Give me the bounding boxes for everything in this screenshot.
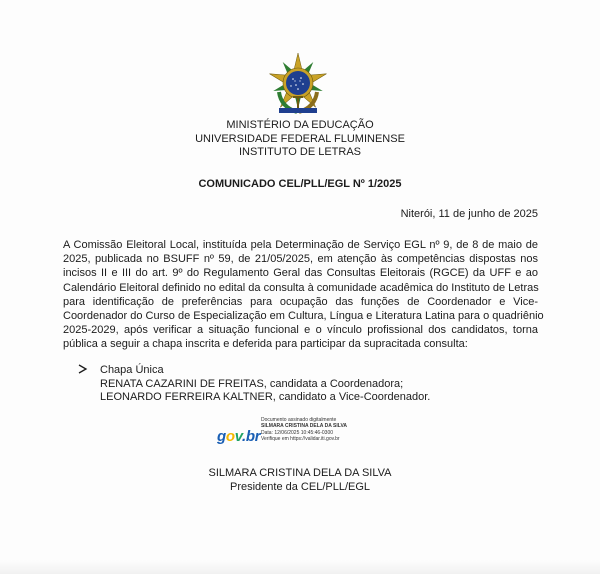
document-title: COMUNICADO CEL/PLL/EGL Nº 1/2025 [198, 178, 402, 190]
ministry-name: MINISTÉRIO DA EDUCAÇÃO [226, 119, 374, 131]
body-line: pública a seguir a chapa inscrita e deferida para participar da supracitada consulta: [63, 338, 468, 351]
document-date: Niterói, 11 de junho de 2025 [400, 208, 538, 220]
body-line: incisos II e III do art. 9º do Regulamento Geral das Consultas Eleitorais (RGCE) da UFF e ao [63, 267, 538, 280]
institute-name: INSTITUTO DE LETRAS [238, 146, 362, 158]
body-line: 2025, publicada no BSUFF nº 59, de 21/05/2025, em atenção às competências dispostas nos [63, 253, 538, 266]
university-name: UNIVERSIDADE FEDERAL FLUMINENSE [195, 132, 405, 145]
body-line: para identificação de preferências para ocupação das funções de Coordenador e Vice- [63, 295, 538, 308]
body-line: Calendário Eleitoral definido no edital da consulta à comunidade acadêmica do Instituto de Letras [63, 281, 539, 294]
signature-caption: Documento assinado digitalmente [261, 417, 337, 423]
signatory-role: Presidente da CEL/PLL/EGL [229, 481, 371, 493]
chapa-label: Chapa Única [100, 364, 164, 376]
govbr-logo: gov.br [217, 428, 261, 445]
document-body [63, 238, 544, 352]
body-line: Coordenador do Curso de Especialização em Cultura, Língua e Literatura Latina para o quadriênio [63, 310, 544, 323]
signatory-block [0, 466, 600, 494]
signature-date: Data: 12/06/2025 10:45:46-0300 [261, 429, 334, 436]
signature-verify: Verifique em https://validar.iti.gov.br [261, 436, 340, 443]
digital-signature-stamp [217, 417, 387, 453]
chapa-list [78, 364, 430, 405]
body-line: 2025-2029, após verificar a situação funcional e o vínculo profissional dos candidatos, torna [63, 324, 538, 337]
brazil-coat-of-arms-icon [265, 52, 331, 118]
signatory-name: SILMARA CRISTINA DELA DA SILVA [208, 467, 392, 479]
signature-signer: SILMARA CRISTINA DELA DA SILVA [261, 423, 348, 430]
body-line: A Comissão Eleitoral Local, instituída pela Determinação de Serviço EGL nº 9, de 8 de maio de [63, 239, 538, 251]
arrow-bullet-icon [78, 364, 88, 374]
candidate-coordinator: RENATA CAZARINI DE FREITAS, candidata a Coordenadora; [100, 377, 404, 390]
candidate-vice-coordinator: LEONARDO FERREIRA KALTNER, candidato a Vice-Coordenador. [100, 391, 431, 404]
institution-header [0, 119, 600, 160]
signature-details [261, 417, 347, 443]
